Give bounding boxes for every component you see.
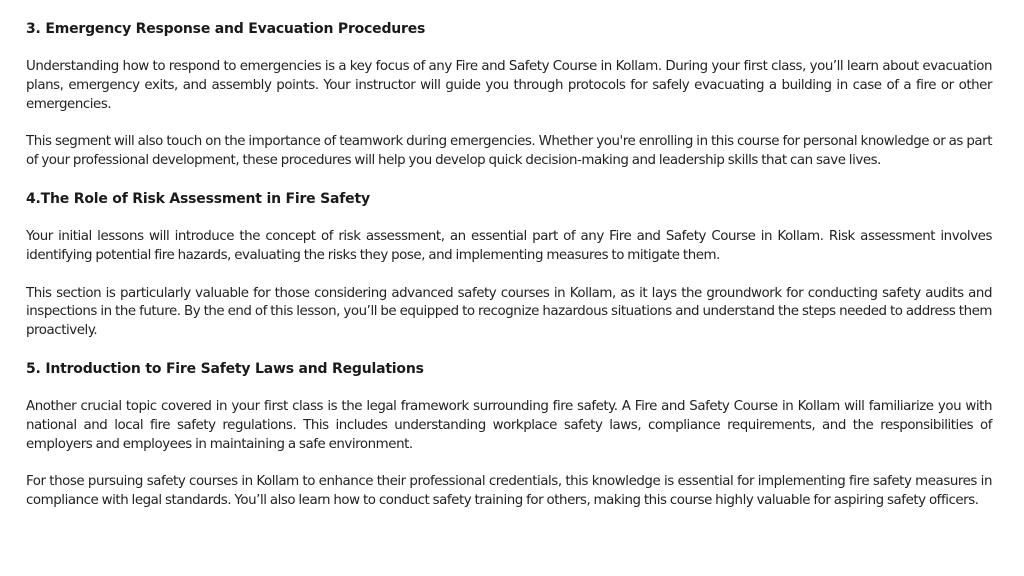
section-heading: 3. Emergency Response and Evacuation Procedures (26, 21, 426, 37)
section-paragraph: Your initial lessons will introduce the concept of risk assessment, an essential part of any Fire and Safety Course in Kollam. Risk assessment involves identifying potential fire hazards, evaluating the risks they pose, and implementing measures to mitigate them. (26, 228, 992, 263)
section-risk-assessment (26, 190, 992, 341)
section-paragraph: This segment will also touch on the importance of teamwork during emergencies. Whether you're enrolling in this course for personal knowledge or as part of your professional development, these procedures will help you develop quick decision-making and leadership skills that can save lives. (26, 134, 992, 169)
section-paragraph: This section is particularly valuable for those considering advanced safety courses in Kollam, as it lays the groundwork for conducting safety audits and inspections in the future. By the end of this lesson, you’ll be equipped to recognize hazardous situations and understand the steps needed to address them proactively. (26, 285, 992, 339)
section-paragraph: Understanding how to respond to emergencies is a key focus of any Fire and Safety Course in Kollam. During your first class, you’ll learn about evacuation plans, emergency exits, and assembly points. Your instructor will guide you through protocols for safely evacuating a building in case of a fire or other emergencies. (26, 59, 992, 112)
section-paragraph: Another crucial topic covered in your first class is the legal framework surrounding fire safety. A Fire and Safety Course in Kollam will familiarize you with national and local fire safety regulations. This includes understanding workplace safety laws, compliance requirements, and the responsibilities of employers and employees in maintaining a safe environment. (26, 398, 992, 452)
section-heading: 5. Introduction to Fire Safety Laws and Regulations (26, 360, 424, 377)
section-emergency-response (26, 20, 992, 171)
section-laws-regulations (26, 360, 992, 511)
section-paragraph: For those pursuing safety courses in Kollam to enhance their professional credentials, this knowledge is essential for implementing fire safety measures in compliance with legal standards. You’ll also learn how to conduct safety training for others, making this course highly valuable for aspiring safety officers. (26, 474, 992, 509)
section-heading: 4.The Role of Risk Assessment in Fire Safety (26, 190, 370, 207)
